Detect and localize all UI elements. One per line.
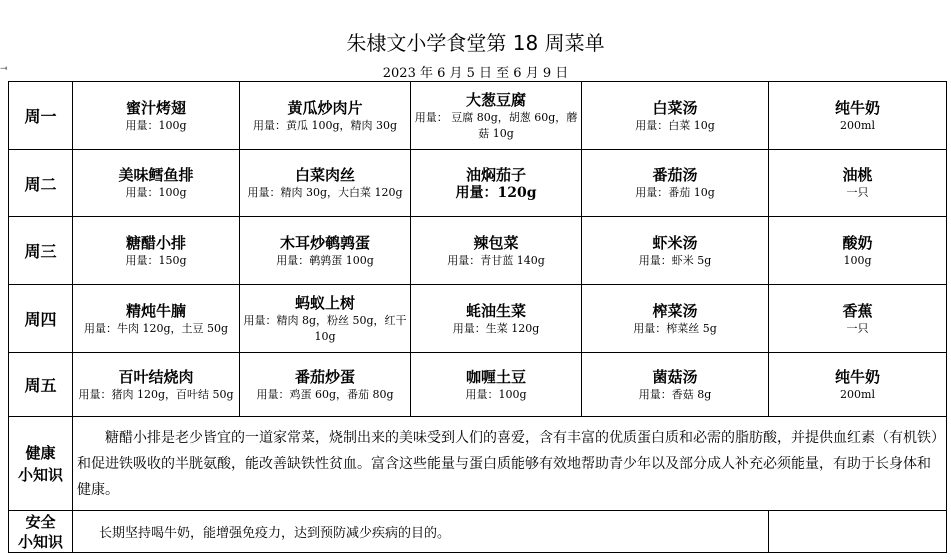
dish-cell: [411, 217, 582, 285]
dish-name: 虾米汤: [652, 233, 698, 252]
dish-cell: [240, 353, 411, 417]
dish-cell: [73, 217, 240, 285]
dish-cell: [240, 150, 411, 217]
day-row: [9, 217, 947, 285]
day-label: 周二: [9, 150, 73, 217]
dish-name: 香蕉: [842, 301, 873, 320]
dish-quantity: 用量：猪肉 120g，百叶结 50g: [78, 387, 234, 401]
safety-label: 安全 小知识: [9, 511, 73, 553]
anchor-marker-icon: ⇥: [0, 64, 8, 74]
dish-quantity: 用量：150g: [125, 253, 187, 267]
dish-name: 番茄汤: [652, 166, 698, 184]
dish-quantity: 用量：虾米 5g: [638, 253, 712, 267]
dish-name: 咖喱土豆: [465, 367, 526, 386]
day-label: 周五: [9, 353, 73, 417]
dish-quantity: 200ml: [840, 118, 875, 132]
day-label: 周三: [9, 217, 73, 285]
dish-quantity: 用量：番茄 10g: [635, 186, 715, 199]
dish-cell: [411, 82, 582, 150]
dish-quantity: 用量：香菇 8g: [638, 387, 712, 401]
dish-quantity: 200ml: [840, 387, 875, 401]
dish-cell: [582, 217, 769, 285]
dish-name: 蚂蚁上树: [294, 293, 355, 312]
dish-quantity: 用量：120g: [455, 185, 537, 201]
dish-name: 百叶结烧肉: [118, 367, 194, 386]
dish-quantity: 用量： 豆腐 80g，胡葱 60g，蘑菇 10g: [414, 110, 578, 140]
dish-quantity: 用量：榨菜丝 5g: [633, 321, 717, 335]
dish-quantity: 用量：生菜 120g: [452, 321, 540, 335]
dish-cell: [411, 150, 582, 217]
dish-quantity: 用量：100g: [125, 186, 187, 199]
dish-cell: [240, 285, 411, 353]
dish-cell: [73, 82, 240, 150]
dish-name: 纯牛奶: [834, 98, 880, 117]
dish-quantity: 用量：精肉 30g，大白菜 120g: [247, 186, 403, 199]
dish-cell: [769, 150, 947, 217]
dish-name: 番茄炒蛋: [294, 367, 355, 386]
health-label: 健康 小知识: [9, 417, 73, 511]
dish-quantity: 一只: [846, 321, 869, 335]
dish-name: 菌菇汤: [652, 367, 698, 386]
dish-cell: [582, 353, 769, 417]
dish-name: 油桃: [842, 166, 873, 184]
dish-cell: [240, 217, 411, 285]
dish-quantity: 用量：鹌鹑蛋 100g: [276, 253, 374, 267]
safety-tip-text: 长期坚持喝牛奶，能增强免疫力，达到预防减少疾病的目的。: [73, 511, 769, 553]
dish-cell: [582, 82, 769, 150]
dish-cell: [73, 285, 240, 353]
day-label: 周四: [9, 285, 73, 353]
dish-quantity: 一只: [846, 186, 869, 199]
dish-cell: [582, 285, 769, 353]
dish-name: 酸奶: [842, 233, 873, 252]
dish-name: 大葱豆腐: [465, 90, 526, 109]
health-tip-text: 糖醋小排是老少皆宜的一道家常菜，烧制出来的美味受到人们的喜爱，含有丰富的优质蛋白质和必需的脂肪酸，并提供血红素（有机铁）和促进铁吸收的半胱氨酸，能改善缺铁性贫血。富含这些能量与蛋白质能够有效地帮助青少年以及部分成人补充必须能量，有助于长身体和健康。: [73, 417, 947, 511]
day-row: [9, 82, 947, 150]
dish-cell: [769, 285, 947, 353]
dish-name: 油焖茄子: [465, 166, 526, 184]
dish-quantity: 用量：100g: [125, 118, 187, 132]
dish-name: 精炖牛腩: [125, 301, 186, 320]
dish-name: 纯牛奶: [834, 367, 880, 386]
dish-name: 辣包菜: [473, 233, 519, 252]
dish-cell: [769, 353, 947, 417]
dish-cell: [411, 285, 582, 353]
day-row: [9, 353, 947, 417]
day-row: [9, 150, 947, 217]
day-row: [9, 285, 947, 353]
day-label: 周一: [9, 82, 73, 150]
dish-name: 美味鳕鱼排: [118, 166, 194, 184]
safety-row: [9, 511, 947, 553]
dish-quantity: 用量：白菜 10g: [635, 118, 715, 132]
dish-name: 黄瓜炒肉片: [287, 98, 363, 117]
dish-quantity: 100g: [843, 253, 872, 267]
safety-empty-cell: [769, 511, 947, 553]
dish-cell: [240, 82, 411, 150]
dish-cell: [582, 150, 769, 217]
dish-name: 榨菜汤: [652, 301, 698, 320]
dish-name: 白菜肉丝: [294, 166, 355, 184]
dish-cell: [769, 217, 947, 285]
dish-quantity: 用量：100g: [465, 387, 527, 401]
dish-quantity: 用量：青甘蓝 140g: [447, 253, 545, 267]
dish-quantity: 用量：鸡蛋 60g，番茄 80g: [256, 387, 394, 401]
weekly-menu-table: [8, 81, 947, 553]
date-range: 2023 年 6 月 5 日 至 6 月 9 日: [382, 66, 569, 81]
dish-quantity: 用量：牛肉 120g，土豆 50g: [83, 321, 229, 335]
dish-name: 蜜汁烤翅: [125, 98, 186, 117]
dish-cell: [73, 150, 240, 217]
dish-name: 糖醋小排: [125, 233, 186, 252]
dish-cell: [769, 82, 947, 150]
dish-quantity: 用量：黄瓜 100g，精肉 30g: [252, 118, 398, 132]
dish-name: 蚝油生菜: [465, 301, 526, 320]
dish-name: 白菜汤: [652, 98, 698, 117]
dish-cell: [73, 353, 240, 417]
health-row: [9, 417, 947, 511]
dish-cell: [411, 353, 582, 417]
dish-quantity: 用量：精肉 8g，粉丝 50g，红干 10g: [243, 313, 407, 343]
menu-title: 朱棣文小学食堂第 18 周菜单: [346, 31, 605, 55]
dish-name: 木耳炒鹌鹑蛋: [279, 233, 370, 252]
